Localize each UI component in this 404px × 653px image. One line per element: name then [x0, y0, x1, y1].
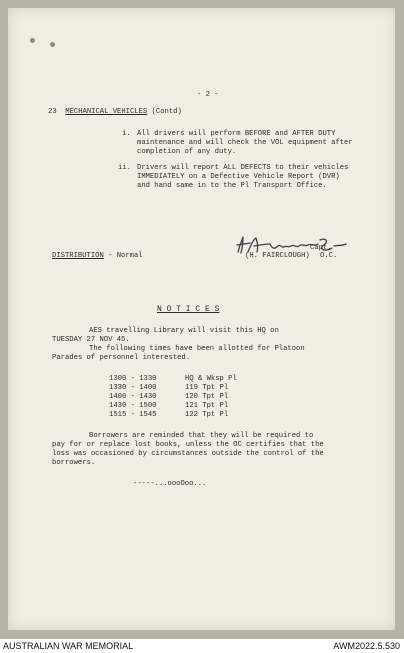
- distribution: [52, 252, 143, 261]
- section-heading: [48, 108, 182, 117]
- signatory-rank: Capt.: [310, 244, 332, 252]
- item-line: All drivers will perform BEFORE and AFTER DUTY: [137, 130, 336, 138]
- schedule-time: 1400 - 1430: [109, 393, 157, 401]
- item-line: IMMEDIATELY on a Defective Vehicle Report (DVR): [137, 173, 340, 181]
- distribution-label: DISTRIBUTION: [52, 252, 104, 260]
- notice-line: pay for or replace lost books, unless the OC certifies that the: [52, 441, 324, 449]
- item-line: Drivers will report ALL DEFECTS to their vehicles: [137, 164, 349, 172]
- signatory-name: (H. FAIRCLOUGH): [245, 252, 310, 260]
- footer-accession-number: AWM2022.5.530: [333, 641, 400, 651]
- item-line: maintenance and will check the VOL equipment after: [137, 139, 353, 147]
- schedule-time: 1515 - 1545: [109, 411, 157, 419]
- schedule-unit: 122 Tpt Pl: [185, 411, 229, 419]
- notice-line: AES travelling Library will visit this HQ on: [89, 327, 279, 335]
- notice-line: Parades of personnel interested.: [52, 354, 191, 362]
- end-marker: -----...oooOoo...: [133, 480, 207, 488]
- schedule-unit: 121 Tpt Pl: [185, 402, 229, 410]
- item-label: ii.: [118, 164, 131, 172]
- notice-line: TUESDAY 27 NOV 45.: [52, 336, 130, 344]
- section-contd: (Contd): [151, 108, 182, 116]
- item-label: i.: [122, 130, 131, 138]
- notices-heading: N O T I C E S: [157, 305, 220, 314]
- footer-institution: AUSTRALIAN WAR MEMORIAL: [3, 641, 134, 651]
- section-number: 23: [48, 108, 57, 116]
- notice-line: borrowers.: [52, 459, 96, 467]
- punch-hole: [50, 42, 55, 47]
- notice-line: The following times have been allotted for Platoon: [89, 345, 305, 353]
- notice-line: Borrowers are reminded that they will be required to: [89, 432, 314, 440]
- section-title: MECHANICAL VEHICLES: [65, 108, 148, 116]
- archive-footer: [0, 639, 404, 653]
- schedule-time: 1330 - 1400: [109, 384, 157, 392]
- schedule-time: 1300 - 1330: [109, 375, 157, 383]
- schedule-unit: 120 Tpt Pl: [185, 393, 229, 401]
- notice-line: loss was occasioned by circumstances outside the control of the: [52, 450, 324, 458]
- punch-hole: [30, 38, 35, 43]
- schedule-unit: 119 Tpt Pl: [185, 384, 229, 392]
- item-line: and hand same in to the Pl Transport Office.: [137, 182, 327, 190]
- item-line: completion of any duty.: [137, 148, 237, 156]
- signatory-role: O.C.: [320, 252, 338, 260]
- schedule-time: 1430 - 1500: [109, 402, 157, 410]
- schedule-unit: HQ & Wksp Pl: [185, 375, 237, 383]
- document-page: [8, 8, 395, 630]
- page-number: - 2 -: [197, 91, 219, 99]
- distribution-value: - Normal: [108, 252, 143, 260]
